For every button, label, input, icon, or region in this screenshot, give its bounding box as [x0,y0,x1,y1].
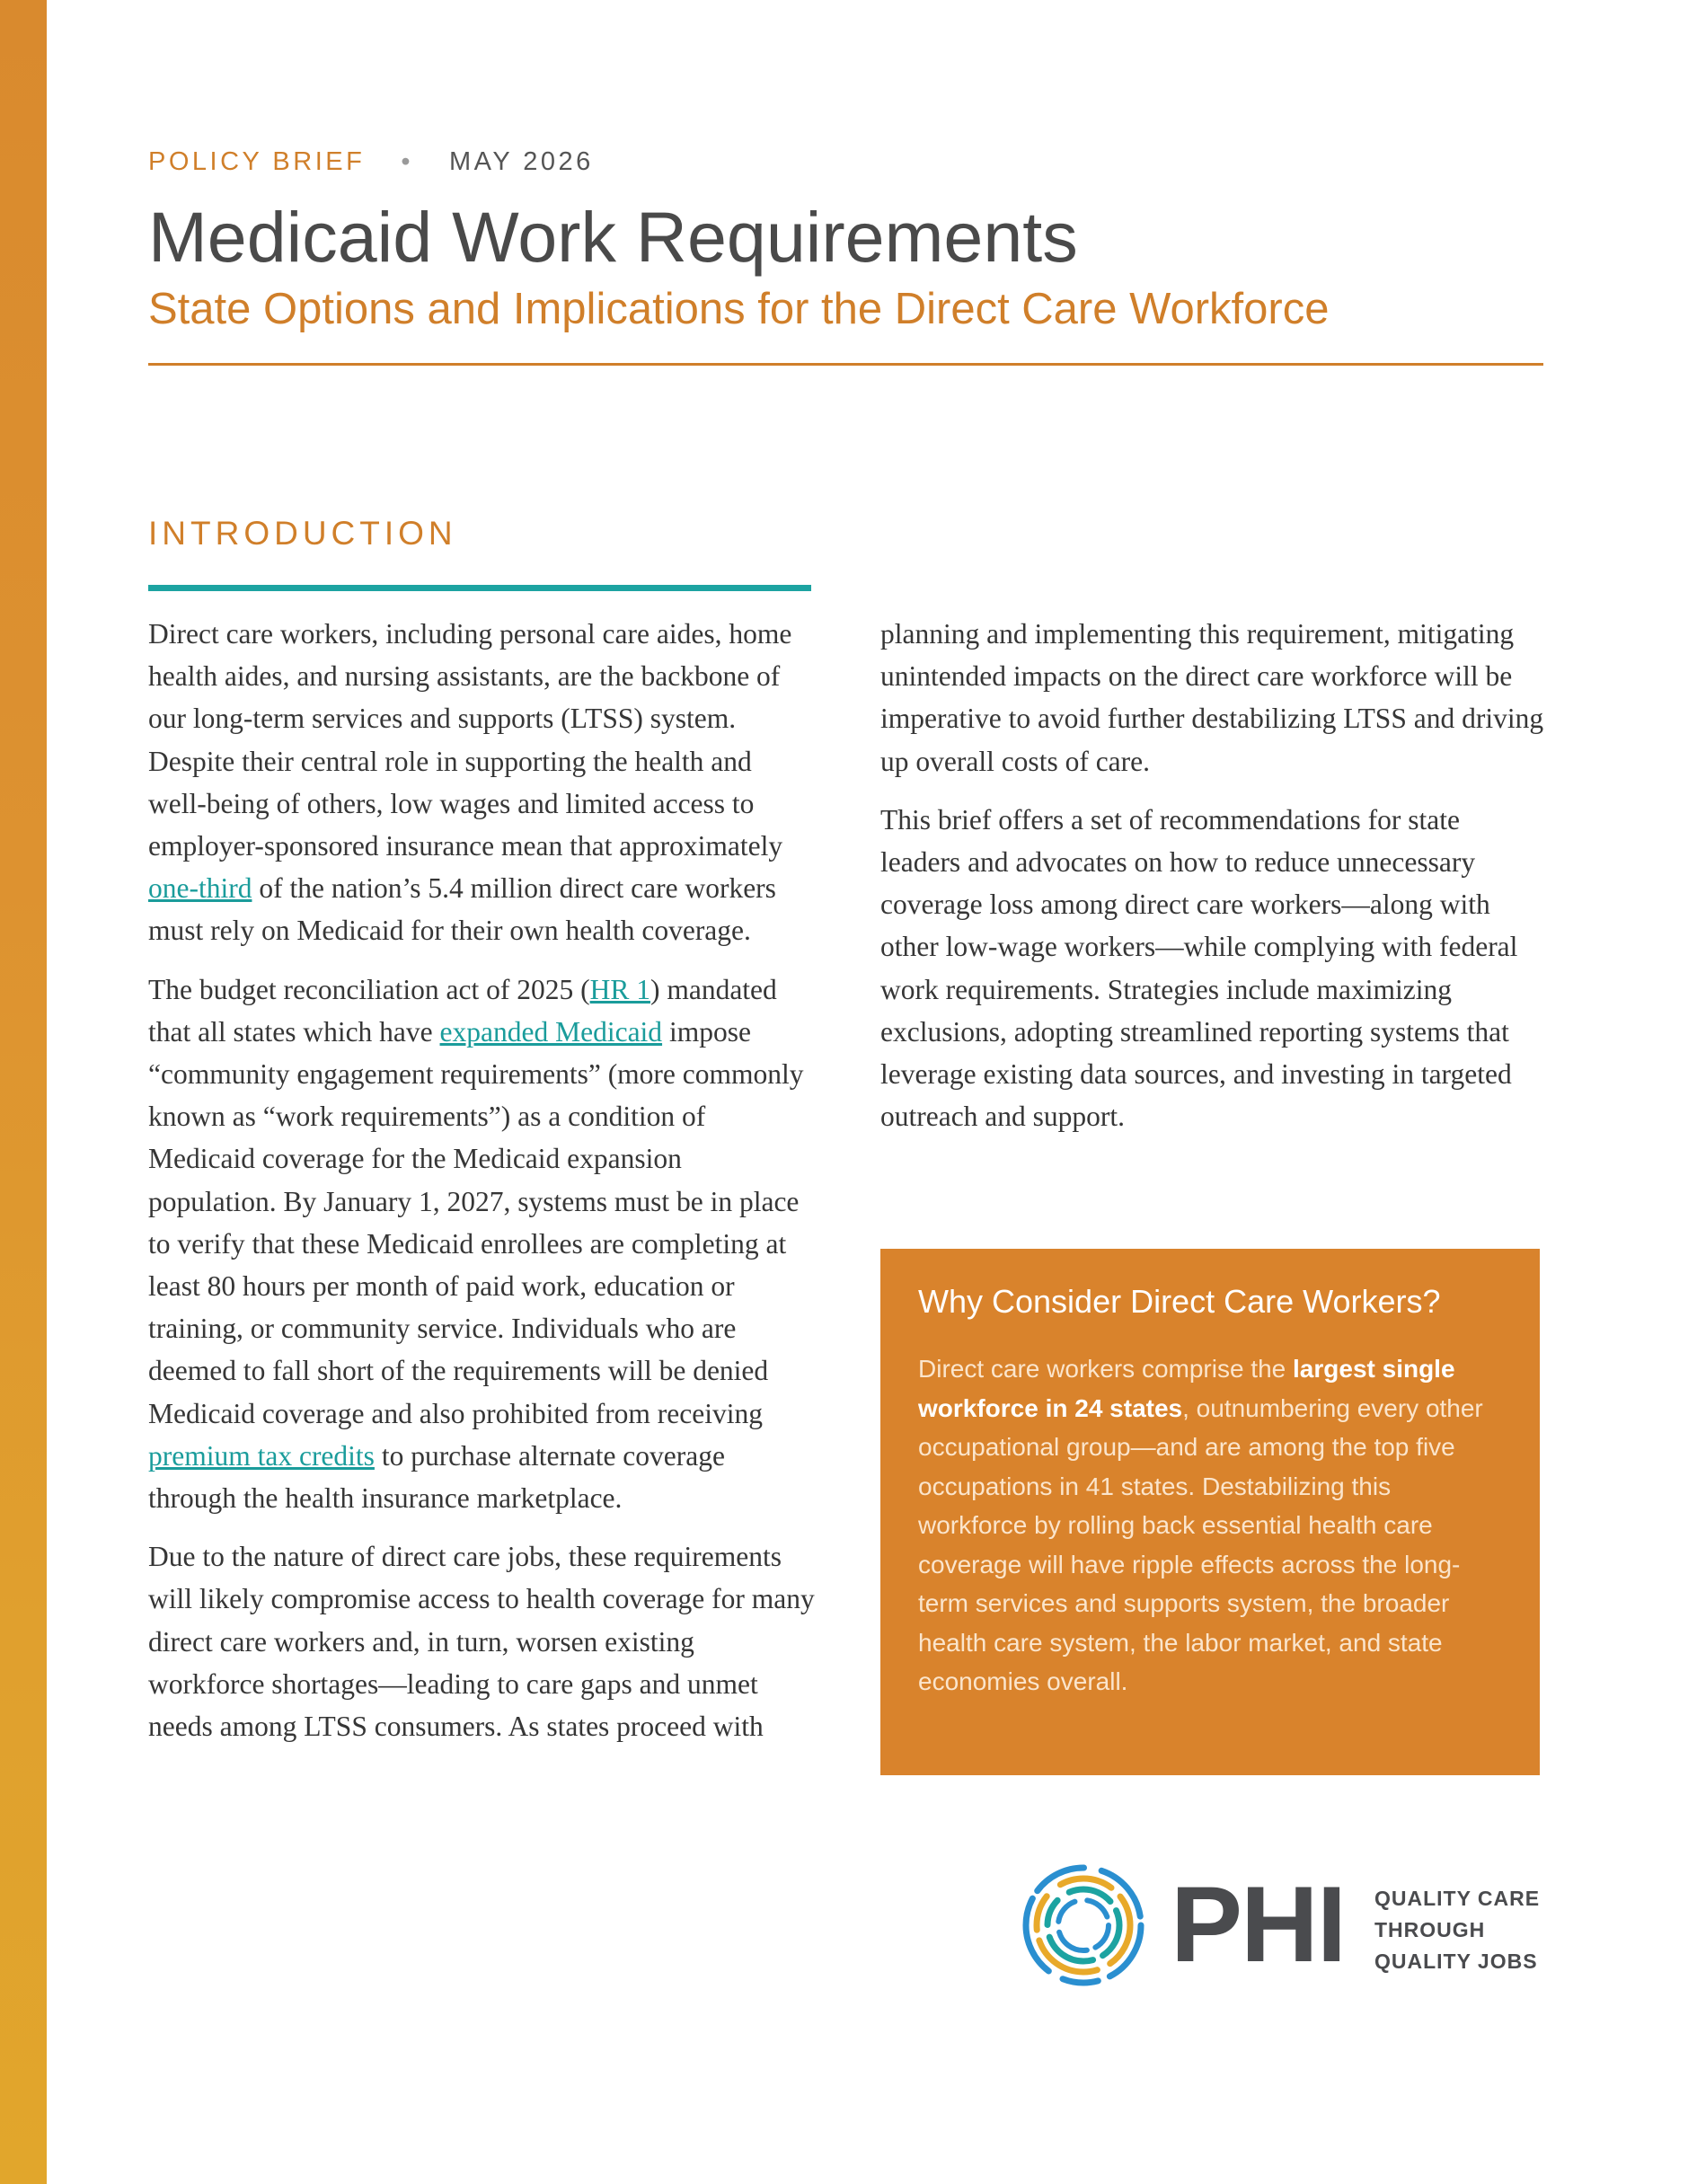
tagline-line: QUALITY CARE [1374,1887,1541,1910]
paragraph-text: Direct care workers, including personal care aides, home health aides, and nursing assistants, are the backbone of our long-term services and supports (LTSS) system. Despite their central role in supporting the health and well-being of others, low wages and limited access to employer-sponsored insurance mean that approximately [148,618,792,862]
kicker [148,144,1543,180]
callout-title: Why Consider Direct Care Workers? [918,1283,1441,1320]
callout-box [880,1249,1540,1775]
right-column [880,613,1545,1154]
page-subtitle: State Options and Implications for the Direct Care Workforce [148,285,1330,333]
callout-text: , outnumbering every other occupational group—and are among the top five occupations in 41 states. Destabilizing this workforce by rolling back essential health care coverage will have ripple effects across the long-term services and supports system, the broader health care system, the labor market, and state economies overall. [918,1393,1483,1695]
link-one-third[interactable]: one-third [148,872,252,905]
paragraph-4: planning and implementing this requirement, mitigating unintended impacts on the direct care workforce will be imperative to avoid further destabilizing LTSS and driving up overall costs of care. [880,618,1544,777]
tagline-line: THROUGH [1374,1918,1486,1941]
paragraph-3: Due to the nature of direct care jobs, these requirements will likely compromise access to health coverage for many direct care workers and, in turn, worsen existing workforce shortages—leading to care gaps and unmet needs among LTSS consumers. As states proceed with [148,1541,815,1743]
section-heading-introduction: INTRODUCTION [148,515,457,552]
link-premium-tax-credits[interactable]: premium tax credits [148,1439,375,1472]
left-column [148,613,815,1764]
paragraph-text: ) mandated that all states which have [148,973,777,1048]
callout-text: Direct care workers comprise the [918,1355,1294,1383]
paragraph-text: impose “community engagement requirements” (more commonly known as “work requirements”) as a condition of Medicaid coverage for the Medicaid expansion population. By January 1, 2027, systems must be in place to verify that these Medicaid enrollees are completing at least 80 hours per month of paid work, education or training, or community service. Individuals who are deemed to fall short of the requirements will be denied Medicaid coverage and also prohibited from receiving [148,1015,804,1429]
callout-emphasis: largest single workforce in 24 states [918,1355,1455,1422]
paragraph-5: This brief offers a set of recommendations for state leaders and advocates on how to reduce unnecessary coverage loss among direct care workers—along with other low-wage workers—while complying with federal work requirements. Strategies include maximizing exclusions, adopting streamlined reporting systems that leverage existing data sources, and investing in targeted outreach and support. [880,803,1518,1133]
phi-logo-mark-icon [1020,1861,1147,1989]
header [148,144,1543,366]
paragraph-text: The budget reconciliation act of 2025 ( [148,973,590,1005]
paragraph-2 [148,968,815,1520]
page-title: Medicaid Work Requirements [148,197,1078,277]
link-hr1[interactable]: HR 1 [589,973,650,1005]
paragraph-text: of the nation’s 5.4 million direct care workers must rely on Medicaid for their own health coverage. [148,872,776,947]
section-divider [148,585,811,591]
phi-tagline [1374,1883,1540,1977]
paragraph-1 [148,613,815,952]
kicker-separator: • [401,147,413,176]
kicker-doc-type: POLICY BRIEF [148,147,366,176]
tagline-line: QUALITY JOBS [1374,1950,1538,1973]
header-divider [148,363,1543,366]
link-expanded-medicaid[interactable]: expanded Medicaid [439,1015,663,1048]
side-accent-bar [0,0,47,2184]
phi-wordmark: PHI [1171,1864,1346,1985]
callout-body [918,1349,1504,1702]
phi-logo [1020,1861,1541,1987]
kicker-date: MAY 2026 [448,147,594,176]
paragraph-text: to purchase alternate coverage through the health insurance marketplace. [148,1439,725,1515]
